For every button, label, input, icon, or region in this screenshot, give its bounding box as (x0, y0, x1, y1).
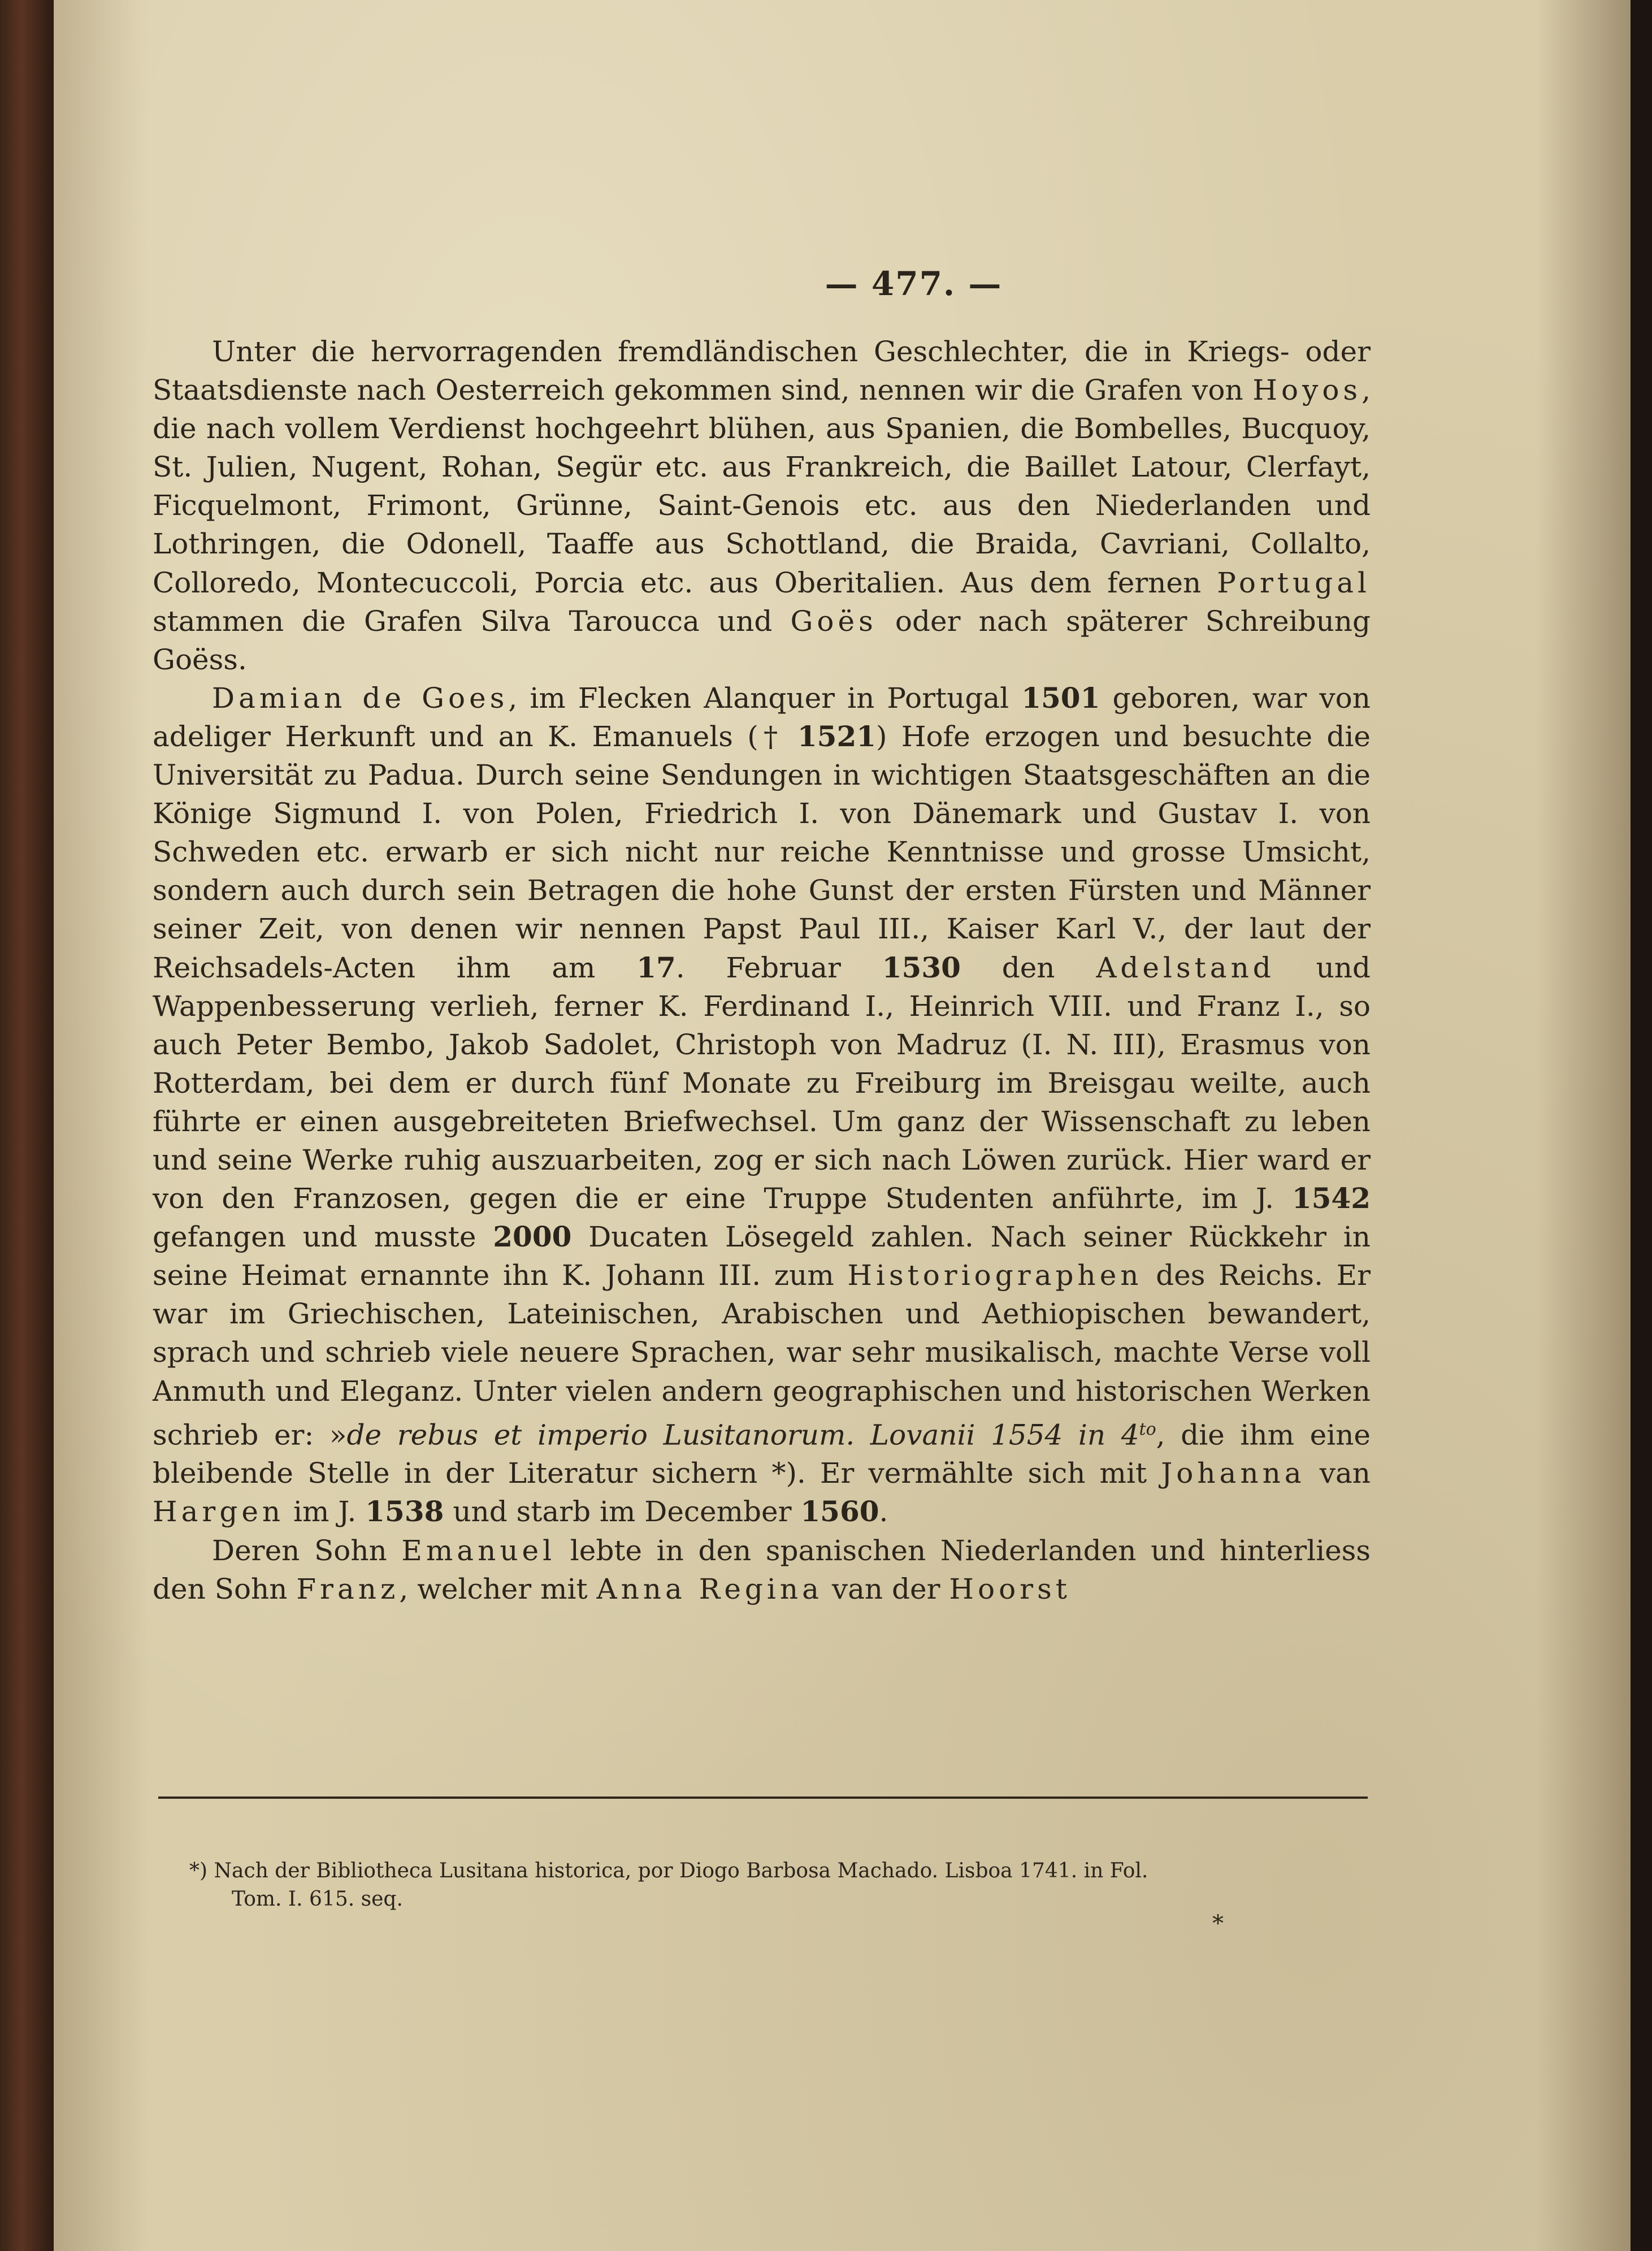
signature-mark: * (1212, 1911, 1224, 1937)
text-segment: 1530 (882, 950, 961, 984)
text-segment: van der (822, 1572, 949, 1605)
text-segment: 1501 (1021, 681, 1100, 715)
paragraph (153, 1531, 1371, 1608)
text-segment: Johanna (1161, 1457, 1306, 1490)
text-segment: Hargen (153, 1495, 285, 1529)
text-segment: Franz (296, 1572, 400, 1605)
text-segment: ) Hofe erzogen und besuchte die Universität zu Padua. Durch seine Sendungen in wichtigen Staatsgeschäften an die Könige Sigmund I. von Polen, Friedrich I. von Dänemark und Gustav I. von Schweden etc. erwarb er sich nicht nur reiche Kenntnisse und grosse Umsicht, sondern auch durch sein Betragen die hohe Gunst der ersten Fürsten und Männer seiner Zeit, von denen wir nennen Papst Paul III., Kaiser Karl V., der laut der Reichsadels-Acten ihm am (153, 720, 1371, 984)
text-segment: im J. (284, 1495, 366, 1529)
text-segment: stammen die Grafen Silva Taroucca und (153, 604, 791, 638)
text-segment: Historiographen (847, 1259, 1143, 1292)
page-header (0, 265, 1652, 303)
text-segment: de rebus et imperio Lusitanorum. Lovanii 1554 in 4 (346, 1418, 1139, 1452)
text-segment: Deren Sohn (212, 1534, 402, 1567)
text-segment: 17 (636, 950, 676, 984)
text-segment: Adelstand (1096, 951, 1275, 984)
footnote-line-2: Tom. I. 615. seq. (232, 1888, 403, 1911)
text-segment: to (1139, 1419, 1156, 1439)
text-segment: des Reichs. Er war im Griechischen, Lateinischen, Arabischen und Aethiopischen bewandert, sprach und schrieb viele neuere Sprachen, war sehr musikalisch, machte Verse voll Anmuth und Eleganz. Unter vielen andern geographischen und historischen Werken schrieb er: » (153, 1259, 1371, 1452)
text-segment: , die ihm eine bleibende Stelle in der Literatur sichern *). Er vermählte sich mit (153, 1418, 1371, 1490)
footnote (189, 1857, 1371, 1914)
text-segment: , die nach vollem Verdienst hochgeehrt blühen, aus Spanien, die Bombelles, Bucquoy, St. Julien, Nugent, Rohan, Segür etc. aus Frankreich, die Baillet Latour, Clerfayt, Ficquelmont, Frimont, Grünne, Saint-Genois etc. aus den Niederlanden und Lothringen, die Odonell, Taaffe aus Schottland, die Braida, Cavriani, Collalto, Colloredo, Montecuccoli, Porcia etc. aus Oberitalien. Aus dem fernen (153, 374, 1371, 599)
text-segment: Anna Regina (596, 1572, 823, 1605)
text-segment: Goës (790, 604, 877, 638)
text-segment: Hoyos (1252, 374, 1362, 407)
text-segment: 1521 (797, 719, 877, 753)
text-segment: Unter die hervorragenden fremdländischen Geschlechter, die in Kriegs- oder Staatsdienste nach Oesterreich gekommen sind, nennen wir die Grafen von (153, 335, 1371, 407)
text-segment: Ducaten Lösegeld zahlen. Nach seiner Rückkehr in seine Heimat ernannte ihn K. Johann III. zum (153, 1220, 1371, 1292)
text-segment: Emanuel (401, 1534, 556, 1567)
text-segment: und starb im December (444, 1495, 801, 1529)
page-number: — 477. — (825, 265, 1003, 303)
text-segment: 1560 (800, 1495, 879, 1529)
text-segment: den (960, 951, 1096, 984)
paragraph (153, 332, 1371, 679)
text-segment: Damian de Goes (212, 681, 509, 715)
text-segment: und Wappenbesserung verlieh, ferner K. Ferdinand I., Heinrich VIII. und Franz I., so auch Peter Bembo, Jakob Sadolet, Christoph von Madruz (I. N. III), Erasmus von Rotterdam, bei dem er durch fünf Monate zu Freiburg im Breisgau weilte, auch führte er einen ausgebreiteten Briefwechsel. Um ganz der Wissenschaft zu leben und seine Werke ruhig auszuarbeiten, zog er sich nach Löwen zurück. Hier ward er von den Franzosen, gegen die er eine Truppe Studenten anführte, im J. (153, 951, 1371, 1215)
body-text (153, 332, 1371, 1608)
book-spine (0, 0, 54, 2251)
footnote-line-1: *) Nach der Bibliotheca Lusitana historica, por Diogo Barbosa Machado. Lisboa 1741. in Fol. (189, 1859, 1148, 1882)
text-segment: geboren, war von adeliger Herkunft und an K. Emanuels († (153, 681, 1371, 753)
text-segment: . (879, 1495, 888, 1529)
text-segment: , welcher mit (399, 1572, 597, 1605)
paragraph (153, 679, 1371, 1531)
text-segment: 1538 (365, 1495, 444, 1529)
text-segment: Hoorst (949, 1572, 1071, 1605)
text-segment: oder nach späterer Schreibung Goëss. (153, 604, 1371, 676)
text-segment: Portugal (1217, 566, 1371, 599)
text-segment: lebte in den spanischen Niederlanden und hinterliess den Sohn (153, 1534, 1371, 1605)
text-segment: , im Flecken Alanquer in Portugal (508, 681, 1022, 715)
text-segment: van (1305, 1457, 1371, 1490)
text-segment: . Februar (675, 951, 882, 984)
text-segment: 1542 (1291, 1181, 1371, 1215)
page-edge (1631, 0, 1652, 2251)
footnote-rule (158, 1797, 1368, 1799)
text-segment: gefangen und musste (153, 1220, 493, 1254)
text-segment: 2000 (493, 1220, 572, 1254)
